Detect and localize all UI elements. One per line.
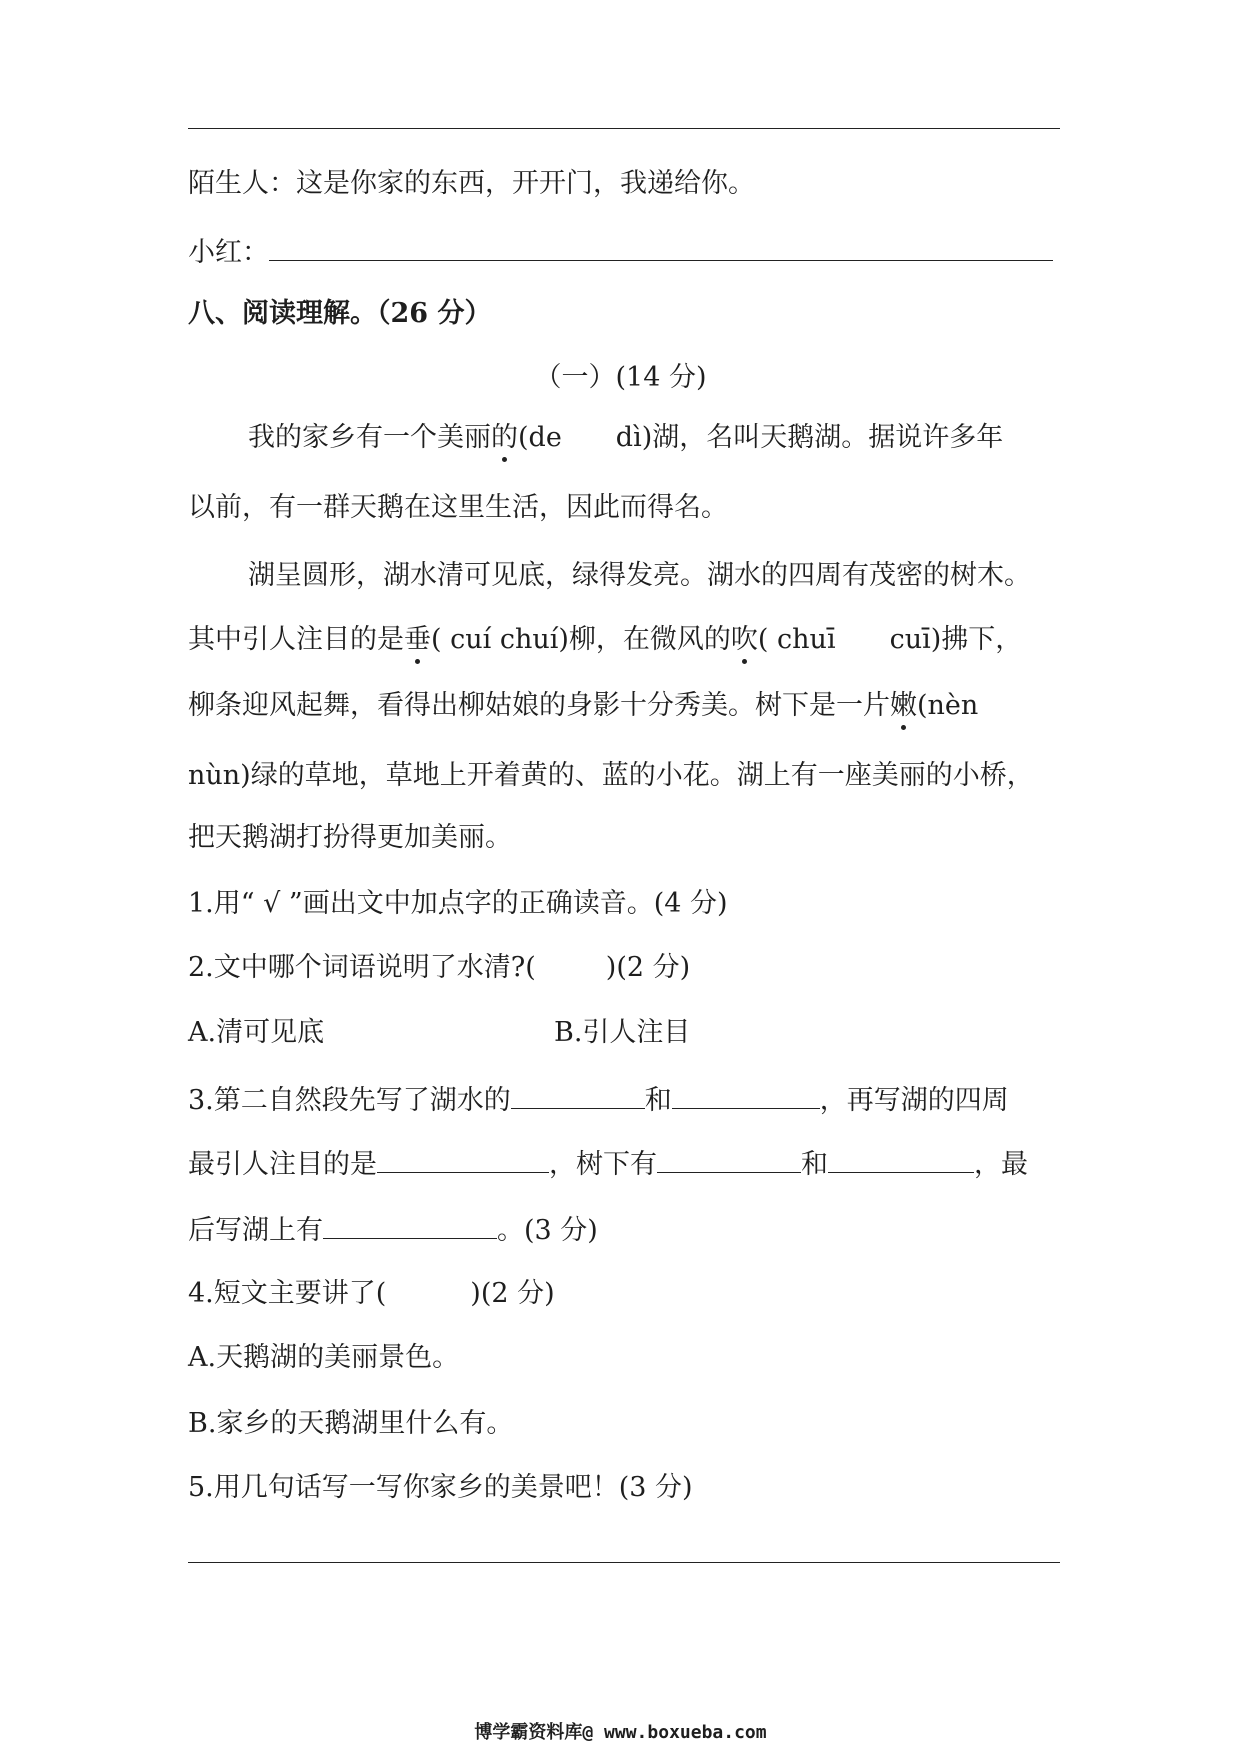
xiaohong-answer-blank[interactable] [269, 232, 1053, 261]
question-2 [188, 950, 690, 986]
fill-blank[interactable] [511, 1080, 645, 1109]
footer-watermark: 博学霸资料库@ www.boxueba.com [474, 1722, 767, 1743]
passage-text: ( chuī cuī)拂下， [757, 624, 1023, 655]
question-3-line-3 [188, 1210, 598, 1249]
fill-blank[interactable] [828, 1144, 974, 1173]
dotted-char-chui: 垂 [404, 622, 431, 658]
fill-blank[interactable] [672, 1080, 820, 1109]
question-text: 4.短文主要讲了( [188, 1278, 387, 1309]
question-3-line-1 [188, 1080, 1009, 1119]
question-text: 2.文中哪个词语说明了水清?( [188, 952, 536, 983]
passage-text: 我的家乡有一个美丽 [248, 422, 491, 453]
question-text: )(2 分) [470, 1278, 555, 1309]
question-text: 和 [644, 1085, 672, 1116]
section-heading: 八、阅读理解。（26 分） [188, 298, 492, 329]
passage-text: ( cuí chuí)柳，在微风的 [431, 624, 731, 655]
q4-option-a: A.天鹅湖的美丽景色。 [188, 1342, 460, 1373]
passage-line-7: 把天鹅湖打扮得更加美丽。 [188, 822, 512, 853]
question-3-line-2 [188, 1144, 1028, 1183]
answer-line-q5[interactable] [188, 1562, 1060, 1563]
question-text: ，最 [974, 1149, 1028, 1180]
question-5: 5.用几句话写一写你家乡的美景吧！(3 分) [188, 1472, 693, 1503]
passage-line-1 [248, 420, 1003, 456]
passage-text: 其中引人注目的是 [188, 624, 404, 655]
passage-line-6: nùn)绿的草地，草地上开着黄的、蓝的小花。湖上有一座美丽的小桥， [188, 760, 1034, 791]
stranger-line: 陌生人：这是你家的东西，开开门，我递给你。 [188, 168, 755, 199]
passage-line-4 [188, 622, 1022, 658]
question-text: ，树下有 [549, 1149, 657, 1180]
passage-line-5 [188, 688, 978, 724]
question-4 [188, 1276, 555, 1312]
question-text: )(2 分) [605, 952, 691, 983]
passage-text: (de dì)湖，名叫天鹅湖。据说许多年 [518, 422, 1004, 453]
passage-text: 柳条迎风起舞，看得出柳姑娘的身影十分秀美。树下是一片 [188, 690, 890, 721]
q2-option-a: A.清可见底 [188, 1017, 325, 1048]
passage-text: (nèn [917, 690, 979, 721]
fill-blank[interactable] [323, 1210, 497, 1239]
sub-heading: （一）(14 分) [534, 362, 707, 393]
fill-blank[interactable] [657, 1144, 801, 1173]
dotted-char-de: 的 [491, 420, 518, 456]
q2-option-b: B.引人注目 [554, 1017, 691, 1048]
fill-blank[interactable] [377, 1144, 549, 1173]
dotted-char-chui2: 吹 [731, 622, 758, 658]
xiaohong-answer-line [188, 232, 1053, 271]
dotted-char-nen: 嫩 [890, 688, 917, 724]
question-text: 后写湖上有 [188, 1215, 323, 1246]
question-text: 最引人注目的是 [188, 1149, 377, 1180]
question-1: 1.用“ √ ”画出文中加点字的正确读音。(4 分) [188, 888, 728, 919]
xiaohong-label: 小红： [188, 237, 269, 268]
q4-option-b: B.家乡的天鹅湖里什么有。 [188, 1408, 514, 1439]
question-text: 。(3 分) [497, 1215, 598, 1246]
top-rule [188, 128, 1060, 129]
passage-line-2: 以前，有一群天鹅在这里生活，因此而得名。 [188, 492, 728, 523]
passage-line-3: 湖呈圆形，湖水清可见底，绿得发亮。湖水的四周有茂密的树木。 [248, 560, 1031, 591]
question-text: ，再写湖的四周 [819, 1085, 1009, 1116]
question-text: 和 [801, 1149, 828, 1180]
question-text: 3.第二自然段先写了湖水的 [188, 1085, 511, 1116]
